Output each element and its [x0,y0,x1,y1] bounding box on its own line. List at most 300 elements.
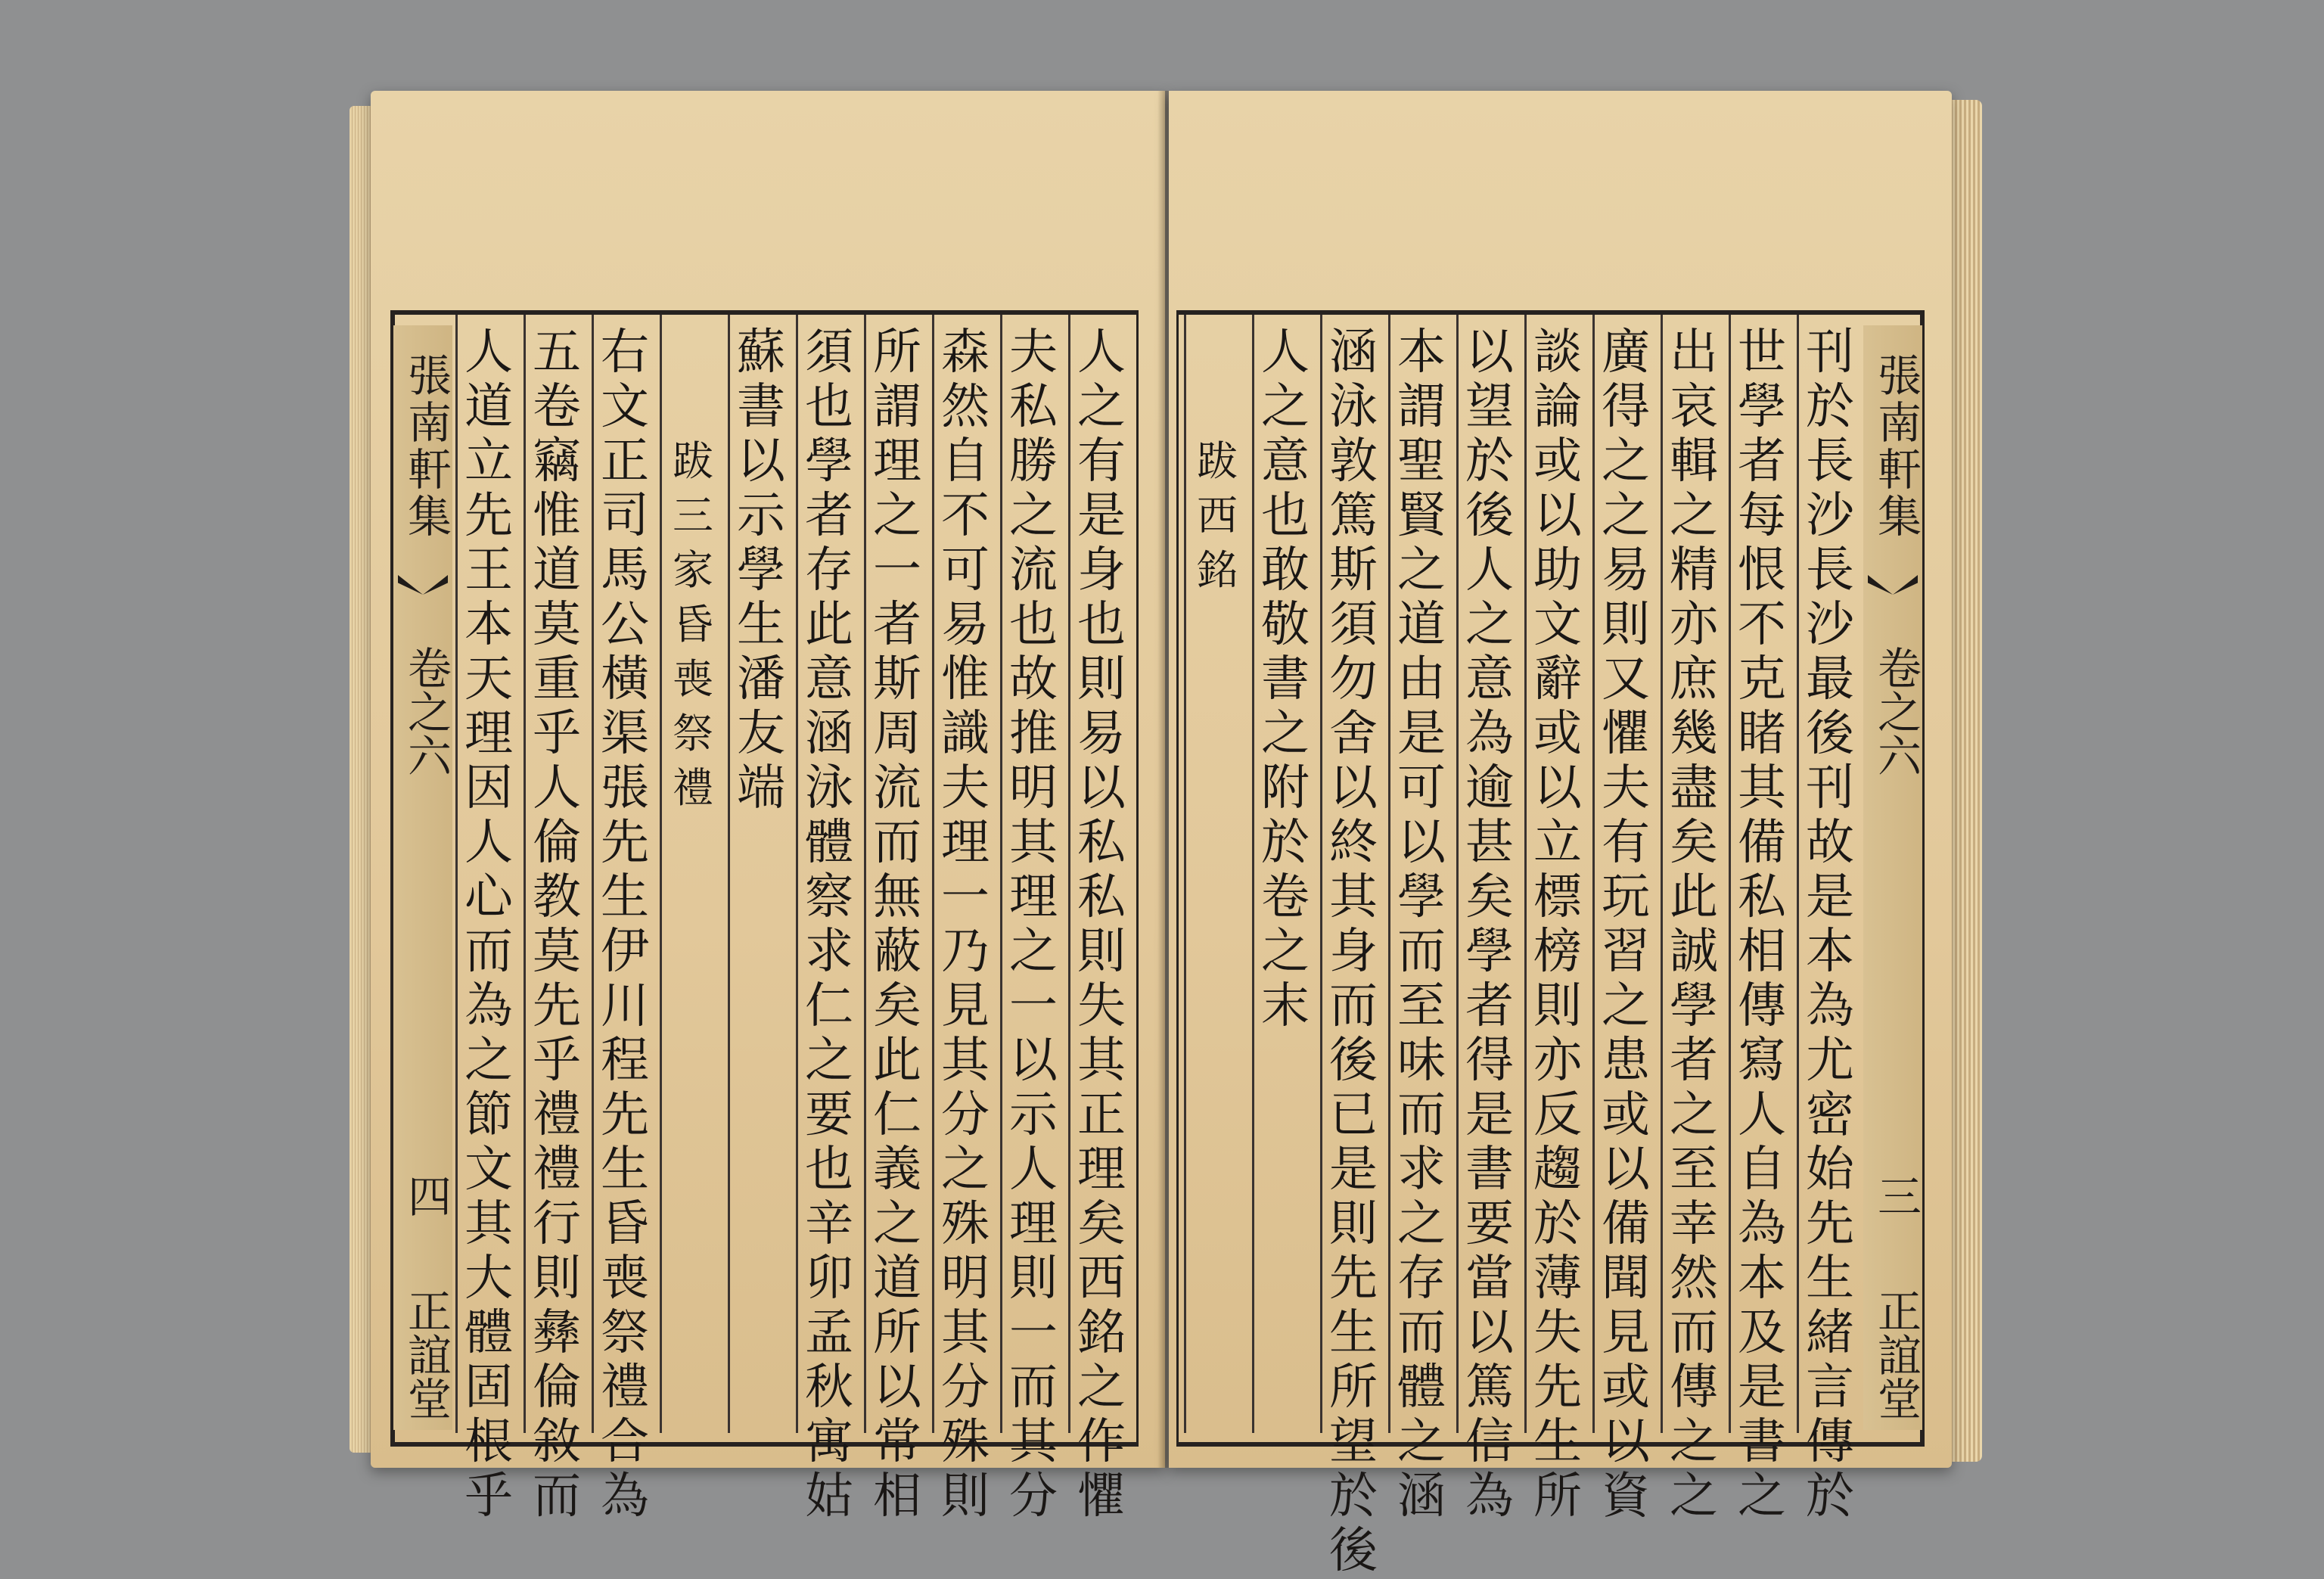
character: 姑 [805,1469,853,1525]
character: 易 [1602,542,1650,598]
character: 右 [601,325,649,381]
character: 根 [464,1414,513,1470]
character: 則 [1077,651,1126,707]
character: 由 [1397,651,1446,707]
character: 夫 [1009,325,1058,381]
character: 此 [1670,869,1718,925]
character: 先 [601,815,649,871]
character: 先 [601,1087,649,1143]
character: 寫 [1738,1033,1786,1089]
character: 則 [533,1251,581,1307]
character: 一 [941,869,990,925]
character: 須 [805,325,853,381]
character: 求 [1397,1142,1446,1198]
character: 習 [1602,924,1650,980]
character: 渠 [601,706,649,762]
character: 見 [1602,1305,1650,1361]
character: 理 [1077,1142,1126,1198]
character: 理 [873,434,921,490]
character: 有 [1602,815,1650,871]
text-column [938,325,993,1525]
character: 資 [1602,1469,1650,1525]
text-column [1599,325,1653,1525]
character: 望 [1329,1414,1378,1470]
character: 失 [1533,1305,1582,1361]
left-page [371,91,1165,1525]
character: 其 [464,1196,513,1252]
character: 而 [1397,1087,1446,1143]
character: 學 [1465,924,1514,980]
character: 為 [464,978,513,1034]
character: 流 [873,760,921,816]
character: 則 [1009,1251,1058,1307]
character: 以 [1329,760,1378,816]
column-rule [1456,315,1459,1433]
character: 之 [1397,1414,1446,1470]
character: 所 [1329,1360,1378,1416]
character: 而 [1009,1360,1058,1416]
character: 勝 [1009,434,1058,490]
character: 此 [873,1033,921,1089]
character: 正 [601,434,649,490]
character: 學 [737,542,785,598]
character: 而 [464,924,513,980]
character: 以 [1533,488,1582,544]
character: 幸 [1670,1196,1718,1252]
character: 家 [673,546,713,594]
character: 秋 [805,1360,853,1416]
character: 庶 [1670,651,1718,707]
fish-tail-mark-icon [1868,575,1918,595]
character: 後 [1329,1033,1378,1089]
character: 而 [1397,924,1446,980]
text-column [1326,325,1381,1579]
character: 示 [737,488,785,544]
character: 也 [1261,488,1310,544]
left-book-title: 張南軒集 [400,353,452,540]
character: 失 [1077,978,1126,1034]
character: 本 [464,597,513,653]
character: 又 [1602,651,1650,707]
character: 誠 [1670,924,1718,980]
character: 薄 [1533,1251,1582,1307]
character: 斯 [873,651,921,707]
character: 生 [601,869,649,925]
character: 終 [1329,815,1378,871]
character: 竊 [533,434,581,490]
character: 理 [464,706,513,762]
character: 則 [941,1469,990,1525]
right-page-edges [1950,100,1982,1462]
character: 分 [941,1360,990,1416]
character: 禮 [673,764,713,812]
character: 書 [1465,1142,1514,1198]
character: 為 [1465,1469,1514,1525]
character: 然 [1670,1251,1718,1307]
character: 每 [1738,488,1786,544]
character: 之 [464,1033,513,1089]
character: 得 [1602,379,1650,435]
character: 須 [1329,597,1378,653]
character: 存 [1397,1251,1446,1307]
column-rule [455,315,458,1433]
character: 辛 [805,1196,853,1252]
character: 而 [873,815,921,871]
character: 篤 [1329,488,1378,544]
character: 喪 [601,1251,649,1307]
character: 望 [1465,379,1514,435]
character: 賢 [1397,488,1446,544]
character: 於 [1261,815,1310,871]
character: 文 [601,379,649,435]
character: 之 [1670,1414,1718,1470]
character: 先 [1329,1251,1378,1307]
character: 川 [601,978,649,1034]
character: 而 [1397,1305,1446,1361]
character: 要 [1465,1196,1514,1252]
character: 信 [1465,1414,1514,1470]
character: 銘 [1197,546,1238,594]
character: 是 [1738,1360,1786,1416]
character: 因 [464,760,513,816]
character: 生 [1806,1251,1854,1307]
character: 禮 [601,1360,649,1416]
character: 相 [873,1469,921,1525]
character: 出 [1670,325,1718,381]
character: 者 [1738,434,1786,490]
character: 是 [1329,1142,1378,1198]
character: 生 [1329,1305,1378,1361]
character: 之 [873,1196,921,1252]
character: 乃 [941,924,990,980]
character: 潘 [737,651,785,707]
column-rule [1068,315,1070,1433]
character: 友 [737,706,785,762]
character: 之 [1670,1469,1718,1525]
character: 私 [1077,869,1126,925]
character: 以 [1009,1033,1058,1089]
character: 克 [1738,651,1786,707]
character: 推 [1009,706,1058,762]
text-column [1006,325,1061,1525]
right-studio-name: 正誼堂 [1870,1288,1922,1420]
character: 張 [601,760,649,816]
character: 而 [1670,1305,1718,1361]
character: 常 [873,1414,921,1470]
character: 蘇 [737,325,785,381]
character: 緒 [1806,1305,1854,1361]
character: 體 [464,1305,513,1361]
character: 傳 [1670,1360,1718,1416]
character: 刊 [1806,325,1854,381]
character: 之 [1465,597,1514,653]
character: 是 [1397,706,1446,762]
character: 一 [873,542,921,598]
character: 矣 [1077,1196,1126,1252]
character: 程 [601,1033,649,1089]
column-rule [1000,315,1002,1433]
character: 矣 [1670,815,1718,871]
character: 泳 [805,760,853,816]
character: 為 [601,1469,649,1525]
open-book [371,91,1952,1579]
character: 者 [1670,1033,1718,1089]
character: 橫 [601,651,649,707]
character: 始 [1806,1142,1854,1198]
character: 之 [873,488,921,544]
character: 反 [1533,1087,1582,1143]
character: 涵 [805,706,853,762]
character: 理 [941,815,990,871]
character: 其 [1329,869,1378,925]
character: 故 [1009,651,1058,707]
character: 至 [1670,1142,1718,1198]
character: 道 [464,379,513,435]
character: 則 [1329,1196,1378,1252]
character: 寓 [805,1414,853,1470]
character: 乎 [533,1033,581,1089]
character: 明 [1009,760,1058,816]
character: 私 [1738,869,1786,925]
character: 識 [941,706,990,762]
character: 矣 [1465,869,1514,925]
character: 莫 [533,924,581,980]
column-rule [1592,315,1595,1433]
character: 西 [1077,1251,1126,1307]
column-rule [1388,315,1390,1433]
character: 仁 [873,1087,921,1143]
character: 道 [1397,597,1446,653]
character: 仁 [805,978,853,1034]
text-column [530,325,584,1525]
character: 以 [1397,815,1446,871]
character: 所 [873,325,921,381]
character: 人 [1261,325,1310,381]
character: 可 [941,542,990,598]
character: 泳 [1329,379,1378,435]
character: 舍 [1329,706,1378,762]
character: 先 [533,978,581,1034]
character: 卷 [533,379,581,435]
character: 王 [464,542,513,598]
character: 備 [1602,1196,1650,1252]
text-column [1258,325,1313,1430]
character: 一 [1009,1305,1058,1361]
character: 示 [1009,1087,1058,1143]
character: 天 [464,651,513,707]
text-column [1735,325,1789,1525]
character: 生 [601,1142,649,1198]
character: 傳 [1806,1414,1854,1470]
character: 人 [464,325,513,381]
character: 卯 [805,1251,853,1307]
character: 公 [601,597,649,653]
indent-space [666,380,720,434]
character: 後 [1329,1523,1378,1579]
character: 論 [1533,379,1582,435]
column-rule [864,315,866,1433]
character: 沙 [1806,597,1854,653]
character: 最 [1806,651,1854,707]
character: 禮 [533,1142,581,1198]
text-column [1530,325,1585,1525]
column-rule [524,315,526,1433]
column-rule [1661,315,1663,1433]
character: 其 [941,1305,990,1361]
character: 後 [1465,488,1514,544]
character: 尤 [1806,1033,1854,1089]
right-folio-number: 三 [1870,1173,1922,1217]
character: 立 [464,434,513,490]
column-rule [1729,315,1731,1433]
character: 之 [1261,924,1310,980]
character: 是 [1077,488,1126,544]
character: 附 [1261,760,1310,816]
character: 於 [1465,434,1514,490]
character: 於 [1329,1469,1378,1525]
column-rule [1797,315,1799,1433]
character: 懼 [1077,1469,1126,1525]
character: 其 [1009,815,1058,871]
column-rule [1184,315,1186,1433]
character: 蔽 [873,924,921,980]
character: 之 [805,1033,853,1089]
character: 為 [1465,706,1514,762]
character: 文 [464,1142,513,1198]
character: 端 [737,760,785,816]
character: 之 [1009,488,1058,544]
character: 此 [805,597,853,653]
text-column [1074,325,1129,1525]
character: 立 [1533,815,1582,871]
character: 之 [1602,434,1650,490]
left-center-column [393,325,452,1430]
character: 學 [805,434,853,490]
character: 為 [1806,978,1854,1034]
character: 身 [1077,542,1126,598]
text-column [1394,325,1449,1525]
character: 斯 [1329,542,1378,598]
character: 逾 [1465,760,1514,816]
character: 之 [1261,379,1310,435]
character: 私 [1077,815,1126,871]
character: 者 [1465,978,1514,1034]
character: 精 [1670,542,1718,598]
character: 之 [1670,1087,1718,1143]
character: 是 [1806,869,1854,925]
text-column [1190,325,1244,1430]
column-rule [728,315,730,1433]
character: 傳 [1738,978,1786,1034]
character: 之 [1670,488,1718,544]
character: 者 [873,597,921,653]
character: 人 [1009,1142,1058,1198]
character: 以 [1602,1414,1650,1470]
character: 之 [1261,706,1310,762]
character: 所 [873,1305,921,1361]
character: 亦 [1670,597,1718,653]
character: 勿 [1329,651,1378,707]
character: 倫 [533,1360,581,1416]
character: 意 [1465,651,1514,707]
column-rule [796,315,798,1433]
character: 西 [1197,492,1238,539]
character: 而 [1329,978,1378,1034]
character: 體 [1397,1360,1446,1416]
character: 涵 [1397,1469,1446,1525]
character: 者 [805,488,853,544]
left-page-edges [350,106,372,1453]
character: 則 [1077,924,1126,980]
character: 或 [1602,1360,1650,1416]
character: 人 [533,760,581,816]
character: 道 [533,542,581,598]
character: 及 [1738,1305,1786,1361]
character: 以 [1465,1305,1514,1361]
character: 私 [1009,379,1058,435]
character: 敘 [533,1414,581,1470]
character: 書 [1738,1414,1786,1470]
character: 流 [1009,542,1058,598]
character: 以 [873,1360,921,1416]
character: 之 [1397,1196,1446,1252]
character: 謂 [1397,379,1446,435]
character: 心 [464,869,513,925]
character: 刊 [1806,760,1854,816]
character: 禮 [533,1087,581,1143]
character: 懼 [1602,706,1650,762]
character: 節 [464,1087,513,1143]
character: 跋 [1197,437,1238,485]
character: 然 [941,379,990,435]
character: 文 [1533,597,1582,653]
character: 味 [1397,1033,1446,1089]
character: 察 [805,869,853,925]
character: 世 [1738,325,1786,381]
character: 人 [1465,542,1514,598]
character: 人 [1077,325,1126,381]
character: 而 [533,1469,581,1525]
character: 為 [1738,1196,1786,1252]
character: 廣 [1602,325,1650,381]
character: 之 [1397,542,1446,598]
character: 至 [1397,978,1446,1034]
character: 備 [1738,815,1786,871]
character: 義 [873,1142,921,1198]
character: 不 [941,488,990,544]
text-column [734,325,788,1430]
character: 後 [1806,706,1854,762]
character: 於 [1533,1196,1582,1252]
character: 之 [1077,1360,1126,1416]
character: 求 [805,924,853,980]
character: 乎 [533,706,581,762]
character: 學 [1397,869,1446,925]
character: 身 [1329,924,1378,980]
character: 之 [1077,379,1126,435]
character: 言 [1806,1360,1854,1416]
character: 於 [1806,1469,1854,1525]
character: 長 [1806,434,1854,490]
text-column [1462,325,1517,1525]
character: 生 [1533,1414,1582,1470]
left-folio-number: 四 [400,1173,452,1217]
character: 標 [1533,869,1582,925]
character: 辭 [1533,651,1582,707]
character: 惟 [533,488,581,544]
character: 亦 [1533,1033,1582,1089]
character: 故 [1806,815,1854,871]
